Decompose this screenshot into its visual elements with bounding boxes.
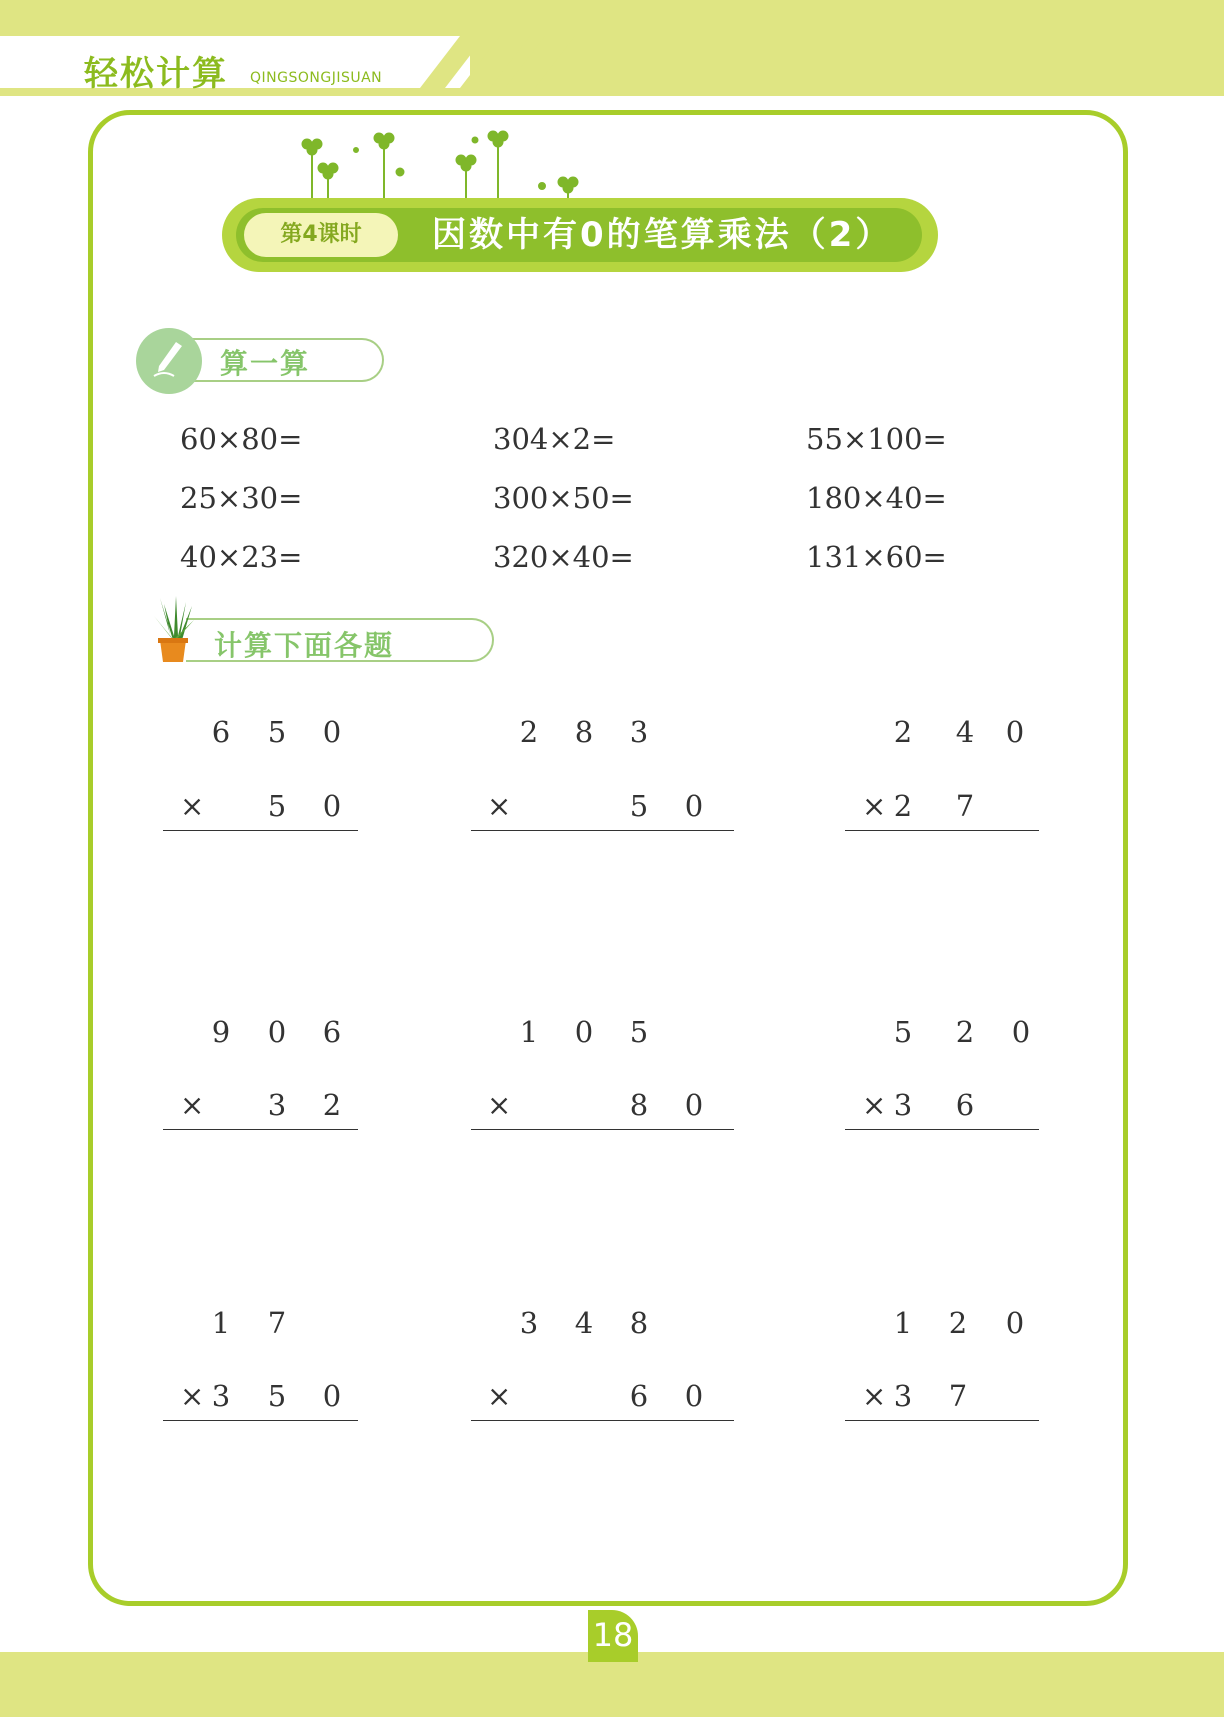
digit: 1 (211, 1306, 231, 1340)
digit: 5 (267, 789, 287, 823)
equation: 55×100= (806, 422, 947, 456)
section2-label: 计算下面各题 (214, 629, 395, 662)
answer-line (845, 830, 1039, 831)
digit: 8 (629, 1306, 649, 1340)
book-subtitle: QINGSONGJISUAN (250, 70, 383, 86)
digit: 7 (955, 789, 975, 823)
digit: 0 (1005, 715, 1025, 749)
digit: 2 (519, 715, 539, 749)
digit: 0 (684, 789, 704, 823)
digit: 9 (211, 1015, 231, 1049)
equation: 300×50= (493, 481, 634, 515)
equation: 25×30= (180, 481, 303, 515)
digit: 3 (629, 715, 649, 749)
header-title-strip (0, 36, 470, 88)
header-stripes (420, 36, 620, 88)
digit: 0 (574, 1015, 594, 1049)
digit: 5 (629, 789, 649, 823)
answer-line (471, 1129, 734, 1130)
lesson-number: 第4课时 (244, 213, 398, 257)
times-sign: × (180, 789, 205, 823)
digit: 0 (267, 1015, 287, 1049)
equation: 60×80= (180, 422, 303, 456)
page-number: 18 (592, 1616, 634, 1654)
digit: 3 (519, 1306, 539, 1340)
times-sign: × (180, 1379, 205, 1413)
answer-line (845, 1420, 1039, 1421)
digit: 0 (684, 1379, 704, 1413)
digit: 5 (629, 1015, 649, 1049)
book-title: 轻松计算 (84, 54, 228, 94)
digit: 3 (211, 1379, 231, 1413)
digit: 4 (955, 715, 975, 749)
digit: 0 (322, 1379, 342, 1413)
answer-line (471, 1420, 734, 1421)
answer-line (163, 830, 358, 831)
answer-line (471, 830, 734, 831)
clover-decoration-icon (290, 130, 590, 206)
digit: 0 (322, 715, 342, 749)
section1-label: 算一算 (220, 347, 311, 380)
equation: 180×40= (806, 481, 947, 515)
digit: 4 (574, 1306, 594, 1340)
equation: 320×40= (493, 540, 634, 574)
digit: 3 (893, 1088, 913, 1122)
times-sign: × (862, 789, 887, 823)
times-sign: × (487, 1379, 512, 1413)
digit: 2 (322, 1088, 342, 1122)
digit: 0 (1011, 1015, 1031, 1049)
lesson-title: 因数中有0的笔算乘法（2） (432, 215, 893, 255)
digit: 7 (267, 1306, 287, 1340)
digit: 1 (893, 1306, 913, 1340)
answer-line (163, 1129, 358, 1130)
answer-line (163, 1420, 358, 1421)
digit: 3 (267, 1088, 287, 1122)
digit: 2 (948, 1306, 968, 1340)
digit: 0 (322, 789, 342, 823)
digit: 2 (893, 715, 913, 749)
times-sign: × (487, 789, 512, 823)
digit: 5 (893, 1015, 913, 1049)
pen-icon (146, 336, 192, 382)
digit: 2 (955, 1015, 975, 1049)
digit: 7 (948, 1379, 968, 1413)
digit: 6 (322, 1015, 342, 1049)
digit: 6 (955, 1088, 975, 1122)
answer-line (845, 1129, 1039, 1130)
digit: 3 (893, 1379, 913, 1413)
equation: 40×23= (180, 540, 303, 574)
potted-plant-icon (150, 594, 196, 664)
digit: 0 (684, 1088, 704, 1122)
times-sign: × (180, 1088, 205, 1122)
digit: 5 (267, 1379, 287, 1413)
equation: 131×60= (806, 540, 947, 574)
digit: 6 (211, 715, 231, 749)
digit: 0 (1005, 1306, 1025, 1340)
times-sign: × (862, 1088, 887, 1122)
times-sign: × (862, 1379, 887, 1413)
digit: 6 (629, 1379, 649, 1413)
digit: 2 (893, 789, 913, 823)
digit: 5 (267, 715, 287, 749)
digit: 8 (574, 715, 594, 749)
digit: 8 (629, 1088, 649, 1122)
equation: 304×2= (493, 422, 616, 456)
times-sign: × (487, 1088, 512, 1122)
digit: 1 (519, 1015, 539, 1049)
